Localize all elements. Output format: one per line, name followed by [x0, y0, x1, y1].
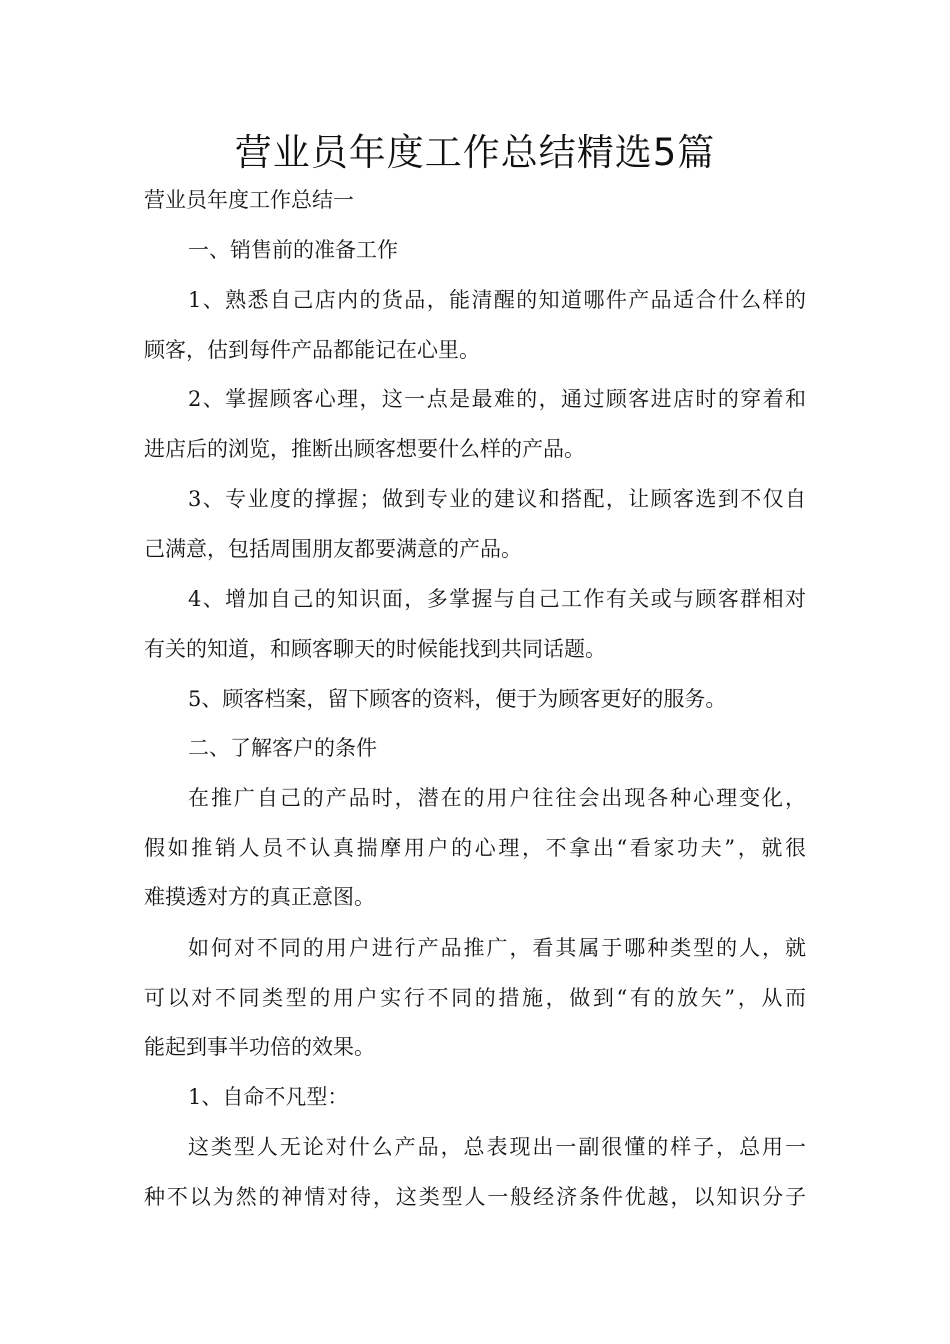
- subheading: 1、自命不凡型：: [188, 1085, 349, 1109]
- paragraph-line: 在推广自己的产品时，潜在的用户往往会出现各种心理变化，: [188, 786, 806, 810]
- paragraph-line: 假如推销人员不认真揣摩用户的心理，不拿出“看家功夫”，就很: [144, 836, 806, 860]
- paragraph-line: 种不以为然的神情对待，这类型人一般经济条件优越，以知识分子: [144, 1185, 806, 1209]
- paragraph-line: 可以对不同类型的用户实行不同的措施，做到“有的放矢”，从而: [144, 986, 806, 1010]
- paragraph-line: 2、掌握顾客心理，这一点是最难的，通过顾客进店时的穿着和: [188, 387, 806, 411]
- paragraph-line: 有关的知道，和顾客聊天的时候能找到共同话题。: [144, 637, 606, 661]
- paragraph-line: 5、顾客档案，留下顾客的资料，便于为顾客更好的服务。: [188, 687, 727, 711]
- paragraph-line: 顾客，估到每件产品都能记在心里。: [144, 338, 480, 362]
- section-heading: 营业员年度工作总结一: [144, 188, 354, 212]
- subheading: 二、了解客户的条件: [188, 736, 377, 760]
- paragraph-line: 能起到事半功倍的效果。: [144, 1035, 375, 1059]
- paragraph-line: 己满意，包括周围朋友都要满意的产品。: [144, 537, 522, 561]
- paragraph-line: 这类型人无论对什么产品，总表现出一副很懂的样子，总用一: [188, 1135, 806, 1159]
- paragraph-line: 如何对不同的用户进行产品推广，看其属于哪种类型的人，就: [188, 936, 806, 960]
- document-title: 营业员年度工作总结精选5篇: [234, 131, 716, 174]
- subheading: 一、销售前的准备工作: [188, 238, 398, 262]
- paragraph-line: 4、增加自己的知识面，多掌握与自己工作有关或与顾客群相对: [188, 587, 806, 611]
- paragraph-line: 进店后的浏览，推断出顾客想要什么样的产品。: [144, 437, 585, 461]
- paragraph-line: 3、专业度的撑握；做到专业的建议和搭配，让顾客选到不仅自: [188, 487, 806, 511]
- paragraph-line: 1、熟悉自己店内的货品，能清醒的知道哪件产品适合什么样的: [188, 288, 806, 312]
- paragraph-line: 难摸透对方的真正意图。: [144, 885, 375, 909]
